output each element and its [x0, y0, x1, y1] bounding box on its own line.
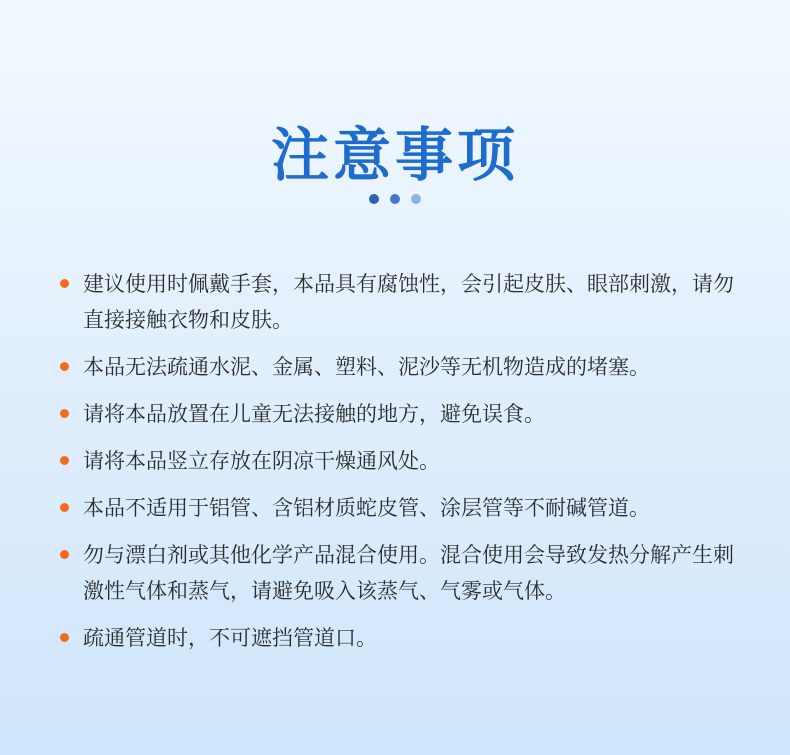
note-text: 请将本品放置在儿童无法接触的地方，避免误食。: [83, 402, 545, 426]
note-text: 本品无法疏通水泥、金属、塑料、泥沙等无机物造成的堵塞。: [83, 355, 650, 379]
pagination-dots: [0, 194, 790, 204]
bullet-icon: [60, 279, 69, 288]
decorative-dot: [390, 194, 400, 204]
list-item: [60, 349, 750, 385]
bullet-icon: [60, 362, 69, 371]
bullet-icon: [60, 456, 69, 465]
list-item: [60, 443, 750, 479]
page-title: 注意事项: [270, 120, 519, 189]
list-item: [60, 396, 750, 432]
bullet-icon: [60, 409, 69, 418]
note-text: 本品不适用于铝管、含铝材质蛇皮管、涂层管等不耐碱管道。: [83, 496, 650, 520]
list-item: [60, 266, 750, 338]
note-text: 请将本品竖立存放在阴凉干燥通风处。: [83, 449, 440, 473]
list-item: [60, 537, 750, 609]
precautions-list: [60, 266, 750, 667]
decorative-dot: [369, 194, 379, 204]
note-text: 建议使用时佩戴手套，本品具有腐蚀性，会引起皮肤、眼部刺激，请勿直接接触衣物和皮肤。: [83, 272, 734, 332]
note-text: 疏通管道时，不可遮挡管道口。: [83, 626, 377, 650]
decorative-dot: [411, 194, 421, 204]
bullet-icon: [60, 633, 69, 642]
bullet-icon: [60, 503, 69, 512]
list-item: [60, 620, 750, 656]
bullet-icon: [60, 550, 69, 559]
note-text: 勿与漂白剂或其他化学产品混合使用。混合使用会导致发热分解产生刺激性气体和蒸气，请避免吸入该蒸气、气雾或气体。: [83, 543, 734, 603]
list-item: [60, 490, 750, 526]
